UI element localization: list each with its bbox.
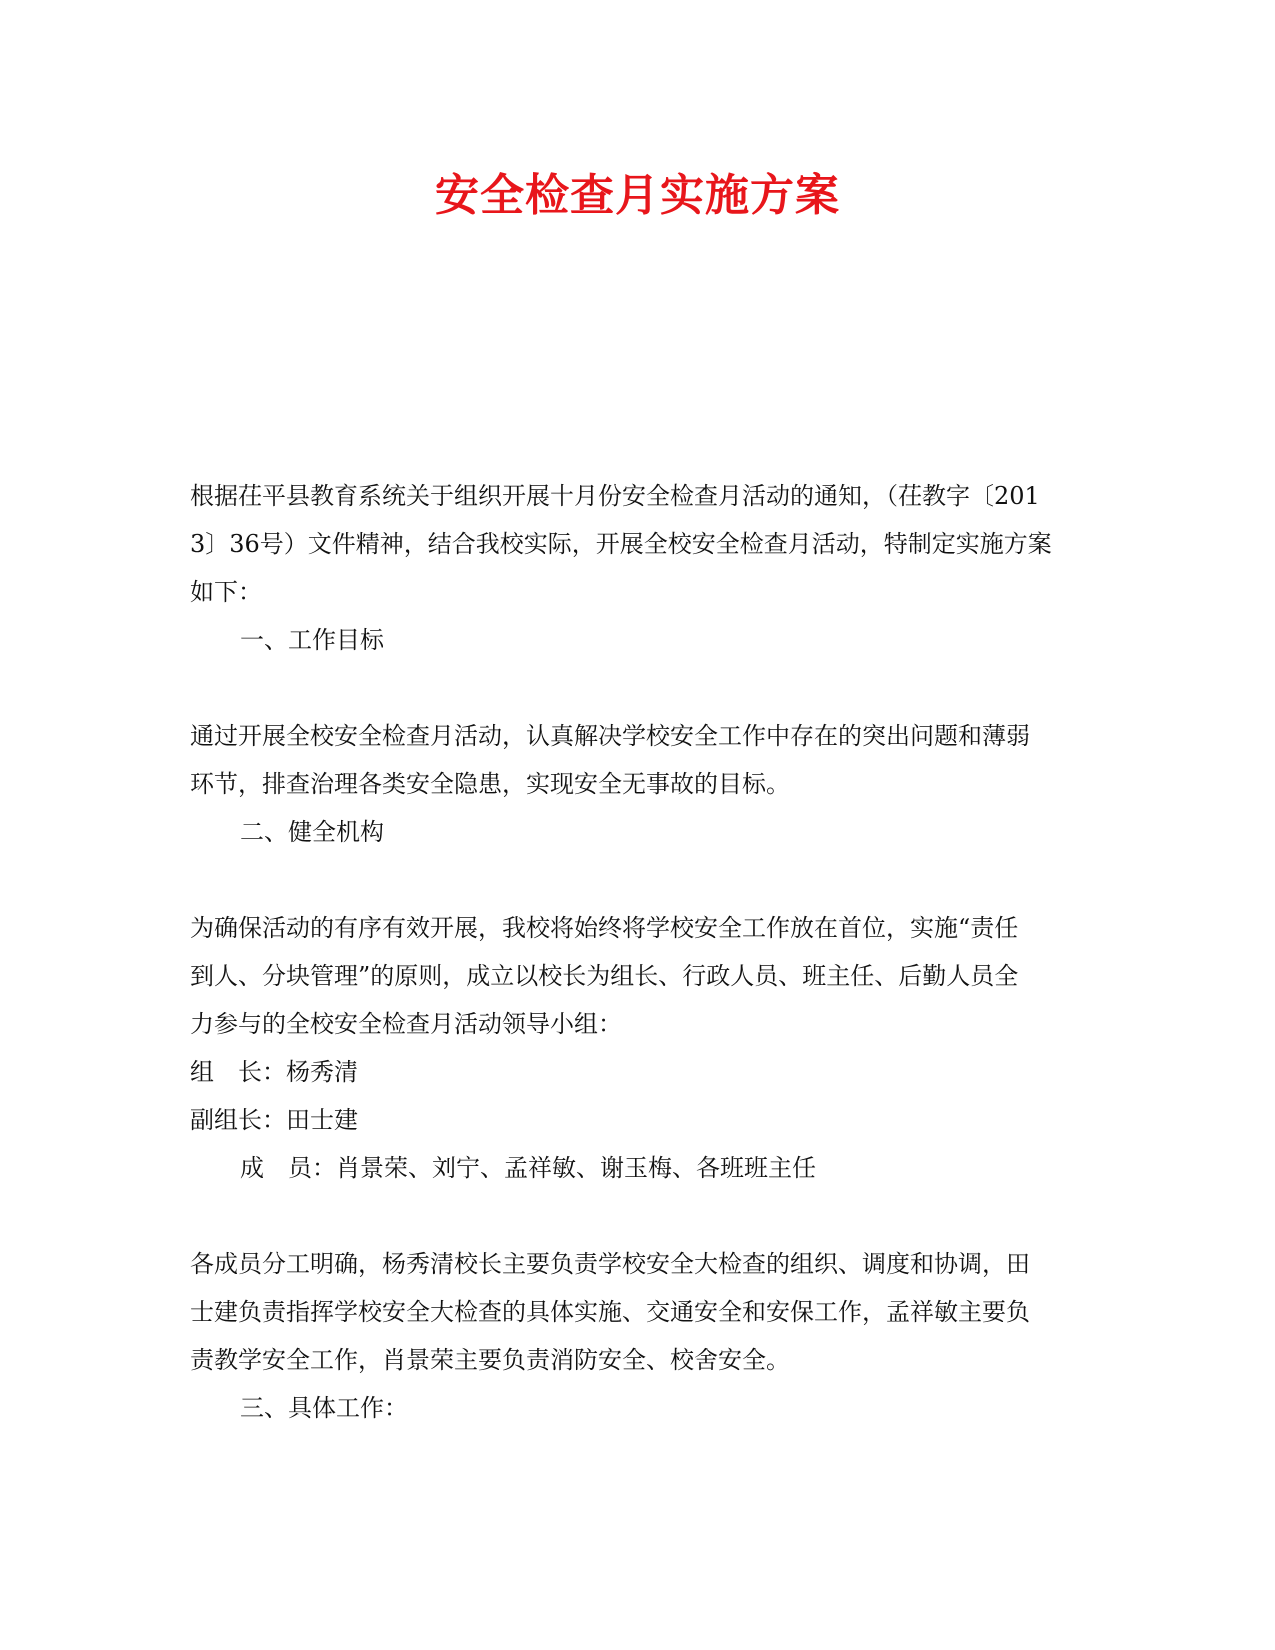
goals-paragraph <box>190 712 1090 808</box>
members-line: 成 员：肖景荣、刘宁、孟祥敏、谢玉梅、各班班主任 <box>240 1154 816 1182</box>
organization-paragraph <box>190 904 1090 1048</box>
spacer <box>190 664 1090 712</box>
duties-line: 责教学安全工作，肖景荣主要负责消防安全、校舍安全。 <box>190 1346 790 1374</box>
intro-line: 3〕36号）文件精神，结合我校实际，开展全校安全检查月活动，特制定实施方案 <box>190 530 1052 558</box>
spacer <box>190 1192 1090 1240</box>
organization-line: 到人、分块管理”的原则，成立以校长为组长、行政人员、班主任、后勤人员全 <box>190 962 1019 990</box>
section-heading-tasks: 三、具体工作： <box>240 1394 408 1422</box>
leader-line: 组 长：杨秀清 <box>190 1058 358 1086</box>
intro-line: 根据茌平县教育系统关于组织开展十月份安全检查月活动的通知，（茌教字〔201 <box>190 482 1040 510</box>
organization-line: 为确保活动的有序有效开展，我校将始终将学校安全工作放在首位，实施“责任 <box>190 914 1019 942</box>
intro-line: 如下： <box>190 578 262 606</box>
spacer <box>190 856 1090 904</box>
organization-line: 力参与的全校安全检查月活动领导小组： <box>190 1010 622 1038</box>
document-title: 安全检查月实施方案 <box>435 170 840 221</box>
duties-paragraph <box>190 1240 1090 1384</box>
section-heading-organization: 二、健全机构 <box>240 818 384 846</box>
intro-paragraph <box>190 472 1090 616</box>
goals-line: 环节，排查治理各类安全隐患，实现安全无事故的目标。 <box>190 770 790 798</box>
goals-line: 通过开展全校安全检查月活动，认真解决学校安全工作中存在的突出问题和薄弱 <box>190 722 1030 750</box>
deputy-line: 副组长：田士建 <box>190 1106 358 1134</box>
document-body <box>190 472 1090 1432</box>
duties-line: 各成员分工明确，杨秀清校长主要负责学校安全大检查的组织、调度和协调，田 <box>190 1250 1030 1278</box>
duties-line: 士建负责指挥学校安全大检查的具体实施、交通安全和安保工作，孟祥敏主要负 <box>190 1298 1030 1326</box>
section-heading-goals: 一、工作目标 <box>240 626 384 654</box>
